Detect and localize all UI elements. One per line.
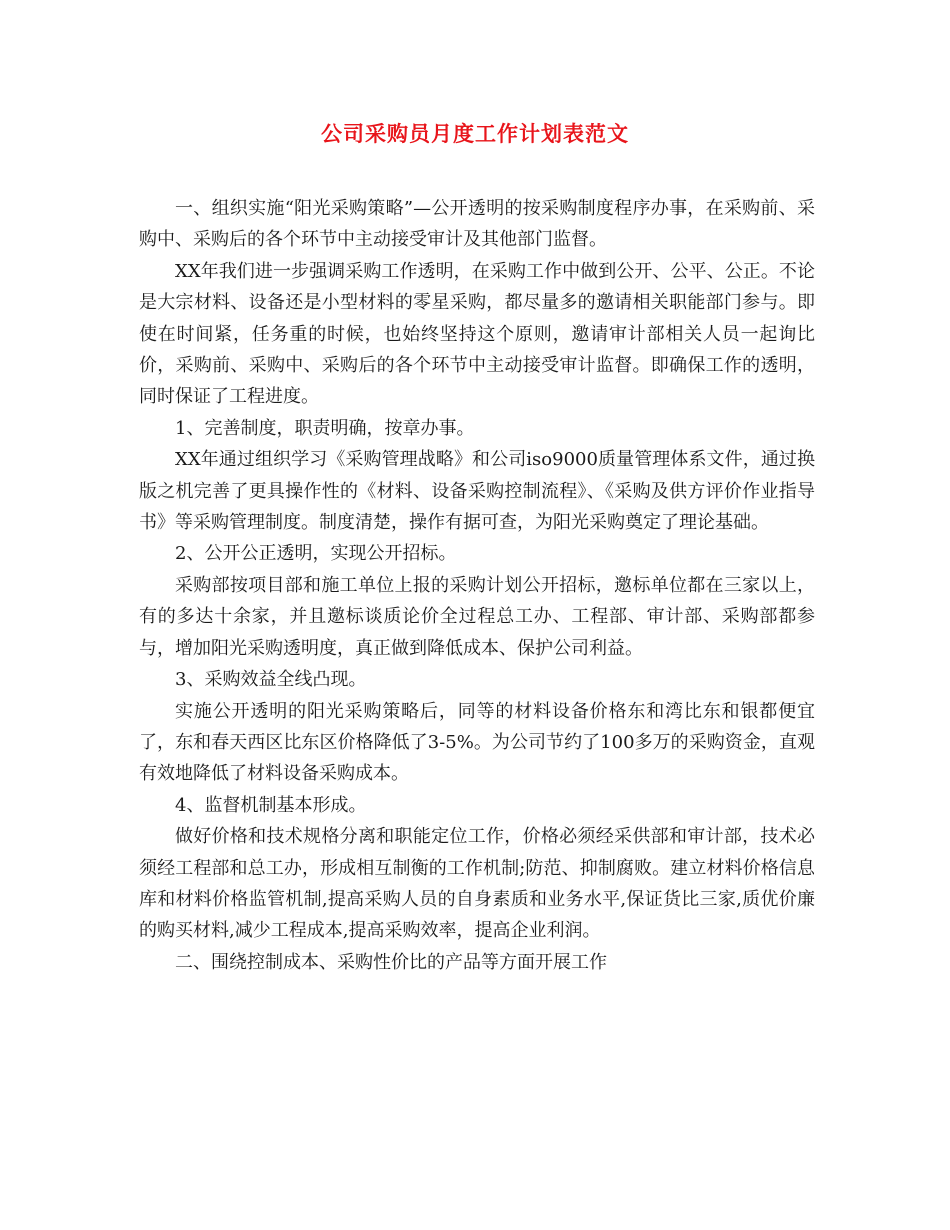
document-title: 公司采购员月度工作计划表范文 xyxy=(321,121,629,146)
paragraph-supervision: 做好价格和技术规格分离和职能定位工作，价格必须经采供部和审计部，技术必须经工程部和总工办，形成相互制衡的工作机制;防范、抑制腐败。建立材料价格信息库和材料价格监管机制,提高采购人员的自身素质和业务水平,保证货比三家,质优价廉的购买材料,减少工程成本,提高采购效率，提高企业利润。 xyxy=(139,826,815,942)
paragraph-section-one: 一、组织实施“阳光采购策略”—公开透明的按采购制度程序办事，在采购前、采购中、采购后的各个环节中主动接受审计及其他部门监督。 xyxy=(139,198,815,251)
paragraph-heading-2: 2、公开公正透明，实现公开招标。 xyxy=(175,543,457,565)
paragraph-heading-4: 4、监督机制基本形成。 xyxy=(175,794,367,816)
paragraph-heading-3: 3、采购效益全线凸现。 xyxy=(175,669,367,691)
paragraph-system-improvement: XX年通过组织学习《采购管理战略》和公司iso9000质量管理体系文件，通过换版之机完善了更具操作性的《材料、设备采购控制流程》、《采购及供方评价作业指导书》等采购管理制度。制度清楚，操作有据可查，为阳光采购奠定了理论基础。 xyxy=(139,449,815,534)
paragraph-cost-savings: 实施公开透明的阳光采购策略后，同等的材料设备价格东和湾比东和银都便宜了，东和春天西区比东区价格降低了3-5%。为公司节约了100多万的采购资金，直观有效地降低了材料设备采购成本。 xyxy=(139,700,815,785)
document-body xyxy=(139,193,815,978)
paragraph-transparency: XX年我们进一步强调采购工作透明，在采购工作中做到公开、公平、公正。不论是大宗材料、设备还是小型材料的零星采购，都尽量多的邀请相关职能部门参与。即使在时间紧，任务重的时候，也始终坚持这个原则，邀请审计部相关人员一起询比价，采购前、采购中、采购后的各个环节中主动接受审计监督。即确保工作的透明，同时保证了工程进度。 xyxy=(139,260,815,408)
paragraph-heading-1: 1、完善制度，职责明确，按章办事。 xyxy=(175,417,475,439)
paragraph-public-bidding: 采购部按项目部和施工单位上报的采购计划公开招标，邀标单位都在三家以上，有的多达十余家，并且邀标谈质论价全过程总工办、工程部、审计部、采购部都参与，增加阳光采购透明度，真正做到降低成本、保护公司利益。 xyxy=(139,574,815,659)
paragraph-section-two: 二、围绕控制成本、采购性价比的产品等方面开展工作 xyxy=(175,951,607,973)
